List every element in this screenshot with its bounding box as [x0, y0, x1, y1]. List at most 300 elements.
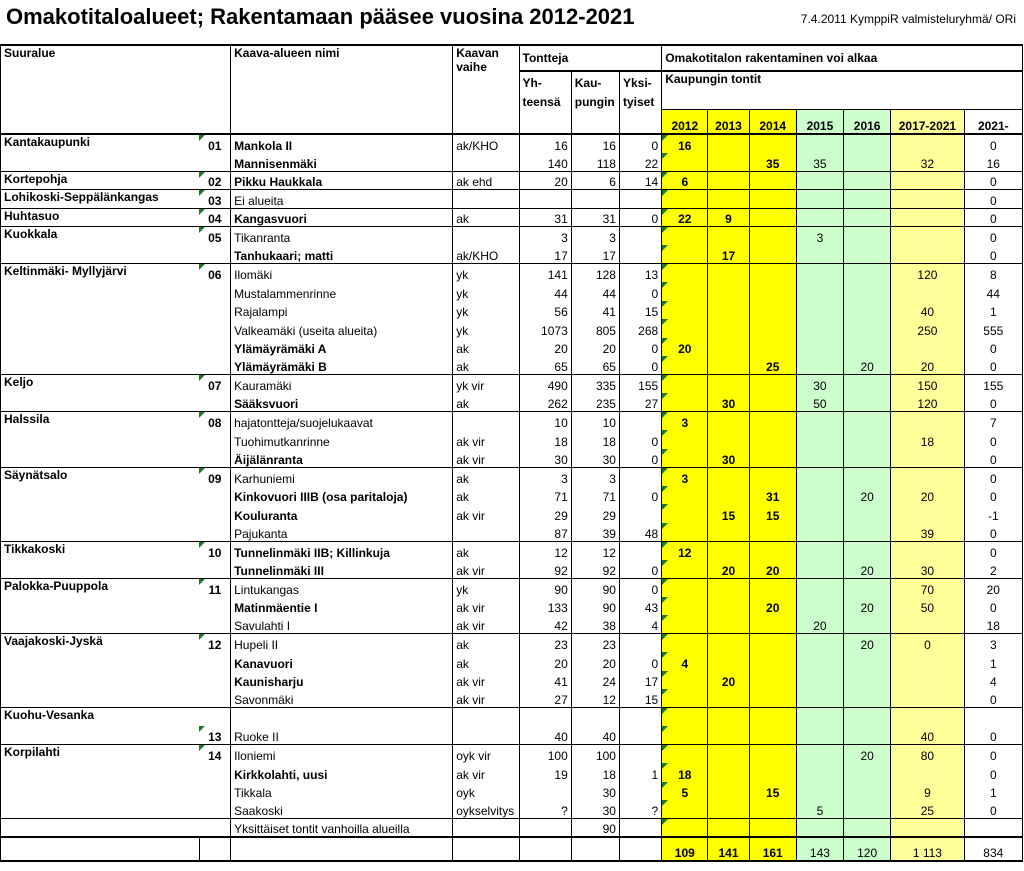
cell-year-2016 [844, 412, 891, 431]
cell-vaihe: ak [453, 467, 519, 486]
cell-vaihe: yk [453, 264, 519, 283]
table-row [1, 227, 1023, 246]
cell-year-2016 [844, 541, 891, 560]
cell-year-2017-2021 [891, 412, 964, 431]
cell-year-2017-2021: 9 [891, 782, 964, 801]
cell-year-2015 [796, 782, 843, 801]
cell-code [199, 449, 230, 468]
cell-year-2015 [796, 486, 843, 505]
cell-yht: 30 [519, 449, 571, 468]
cell-year-2014: 31 [749, 486, 796, 505]
total-2021-: 834 [964, 837, 1022, 861]
cell-yks: 13 [619, 264, 661, 283]
cell-name: Sääksvuori [231, 393, 453, 412]
cell-code: 11 [199, 578, 230, 597]
cell-year-2021-: 3 [964, 634, 1022, 653]
cell-kaup: 235 [571, 393, 619, 412]
cell-year-2014 [749, 227, 796, 246]
cell-year-2013 [708, 467, 749, 486]
cell-yht: 65 [519, 356, 571, 375]
cell-year-2012 [662, 227, 708, 246]
cell-code [199, 319, 230, 338]
cell-area: Lohikoski-Seppälänkangas [1, 190, 200, 209]
cell-year-2017-2021: 70 [891, 578, 964, 597]
cell-yht: 490 [519, 375, 571, 394]
cell-vaihe: ak vir [453, 597, 519, 616]
cell-year-2014 [749, 708, 796, 727]
cell-vaihe: ak [453, 652, 519, 671]
cell-year-2017-2021: 20 [891, 486, 964, 505]
cell-year-2013 [708, 800, 749, 819]
header-omak: Omakotitalon rakentaminen voi alkaa [662, 45, 1023, 71]
cell-year-2012 [662, 504, 708, 523]
cell-area: Palokka-Puuppola [1, 578, 200, 597]
cell-year-2017-2021 [891, 227, 964, 246]
cell-year-2017-2021: 40 [891, 726, 964, 745]
cell-year-2015: 5 [796, 800, 843, 819]
cell-kaup: 44 [571, 282, 619, 301]
cell-vaihe: ak/KHO [453, 134, 519, 153]
cell-year-2016 [844, 819, 891, 838]
cell-year-2014 [749, 819, 796, 838]
cell-year-2013: 15 [708, 504, 749, 523]
cell-year-2021-: 0 [964, 356, 1022, 375]
cell-yks [619, 541, 661, 560]
cell-year-2015 [796, 282, 843, 301]
cell-year-2021-: 0 [964, 245, 1022, 264]
cell-year-2021-: 0 [964, 393, 1022, 412]
cell-year-2017-2021 [891, 689, 964, 708]
cell-yht: 20 [519, 171, 571, 190]
cell-year-2013 [708, 412, 749, 431]
cell-year-2013 [708, 541, 749, 560]
cell-area [1, 782, 200, 801]
cell-year-2014 [749, 319, 796, 338]
cell-year-2013: 17 [708, 245, 749, 264]
cell-year-2017-2021: 25 [891, 800, 964, 819]
cell-year-2012 [662, 523, 708, 542]
cell-year-2013 [708, 430, 749, 449]
cell-yks: 1 [619, 763, 661, 782]
cell-year-2012 [662, 578, 708, 597]
cell-year-2014 [749, 800, 796, 819]
cell-code [199, 560, 230, 579]
cell-year-2021-: 7 [964, 412, 1022, 431]
cell-year-2013 [708, 319, 749, 338]
cell-year-2015: 50 [796, 393, 843, 412]
cell-code: 02 [199, 171, 230, 190]
cell-vaihe [453, 227, 519, 246]
cell-yks [619, 726, 661, 745]
cell-year-2015: 30 [796, 375, 843, 394]
cell-yks: 0 [619, 208, 661, 227]
cell-year-2013 [708, 301, 749, 320]
header-tontteja: Tontteja [519, 45, 662, 71]
cell-year-2012 [662, 560, 708, 579]
cell-yks: 14 [619, 171, 661, 190]
cell-year-2012 [662, 356, 708, 375]
table-row [1, 634, 1023, 653]
cell-area [1, 245, 200, 264]
cell-year-2015 [796, 819, 843, 838]
cell-code [199, 615, 230, 634]
cell-code [199, 708, 230, 727]
cell-year-2012: 12 [662, 541, 708, 560]
cell-vaihe: yk [453, 301, 519, 320]
cell-year-2012: 3 [662, 412, 708, 431]
table-row [1, 504, 1023, 523]
cell-year-2017-2021: 18 [891, 430, 964, 449]
cell-kaup [571, 190, 619, 209]
cell-yks: 4 [619, 615, 661, 634]
cell-vaihe: oyk vir [453, 745, 519, 764]
cell-year-2021-: 155 [964, 375, 1022, 394]
header-yht: Yh-teensä [519, 71, 571, 134]
cell-year-2014: 15 [749, 504, 796, 523]
cell-year-2017-2021 [891, 338, 964, 357]
cell-name: Tuohimutkanrinne [231, 430, 453, 449]
cell-year-2021-: 1 [964, 652, 1022, 671]
cell-kaup: 24 [571, 671, 619, 690]
cell-year-2014 [749, 449, 796, 468]
plot-table [0, 44, 1023, 862]
cell-code: 10 [199, 541, 230, 560]
cell-year-2012 [662, 689, 708, 708]
cell-yht: 90 [519, 578, 571, 597]
cell-area [1, 763, 200, 782]
cell-yht: 20 [519, 338, 571, 357]
cell-vaihe [453, 523, 519, 542]
cell-year-2017-2021: 150 [891, 375, 964, 394]
cell-code: 05 [199, 227, 230, 246]
cell-yht [519, 819, 571, 838]
cell-year-2016 [844, 319, 891, 338]
cell-name: Kirkkolahti, uusi [231, 763, 453, 782]
table-row [1, 375, 1023, 394]
cell-vaihe: yk [453, 282, 519, 301]
cell-code [199, 356, 230, 375]
table-row [1, 763, 1023, 782]
cell-yks: 17 [619, 671, 661, 690]
cell-name: Pikku Haukkala [231, 171, 453, 190]
cell-yht: 100 [519, 745, 571, 764]
cell-yks [619, 227, 661, 246]
cell-year-2016 [844, 578, 891, 597]
cell-name: Kauramäki [231, 375, 453, 394]
cell-area [1, 615, 200, 634]
cell-name: Äijälänranta [231, 449, 453, 468]
cell-year-2012 [662, 190, 708, 209]
cell-yks: 0 [619, 282, 661, 301]
cell-year-2014 [749, 264, 796, 283]
cell-yht: 31 [519, 208, 571, 227]
cell-year-2013: 9 [708, 208, 749, 227]
cell-name: Kangasvuori [231, 208, 453, 227]
cell-year-2017-2021 [891, 208, 964, 227]
cell-kaup [571, 708, 619, 727]
cell-year-2013 [708, 763, 749, 782]
cell-year-2021-: 0 [964, 800, 1022, 819]
cell-vaihe: ak vir [453, 615, 519, 634]
cell-kaup: 128 [571, 264, 619, 283]
cell-year-2021- [964, 819, 1022, 838]
cell-year-2021-: 0 [964, 430, 1022, 449]
cell-year-2015 [796, 745, 843, 764]
cell-vaihe: yk vir [453, 375, 519, 394]
cell-yks: 0 [619, 356, 661, 375]
cell-kaup: 3 [571, 227, 619, 246]
cell-name: Mustalammenrinne [231, 282, 453, 301]
cell-name [231, 708, 453, 727]
cell-code [199, 282, 230, 301]
cell-year-2016 [844, 689, 891, 708]
cell-year-2016 [844, 375, 891, 394]
cell-year-2014: 20 [749, 597, 796, 616]
header-year-1: 2013 [708, 109, 749, 134]
cell-kaup: 805 [571, 319, 619, 338]
cell-year-2016 [844, 615, 891, 634]
cell-year-2013 [708, 689, 749, 708]
cell-year-2015 [796, 671, 843, 690]
cell-yks: 43 [619, 597, 661, 616]
table-row [1, 245, 1023, 264]
cell-year-2021-: 0 [964, 134, 1022, 153]
cell-name: Tikanranta [231, 227, 453, 246]
cell-area: Huhtasuo [1, 208, 200, 227]
cell-year-2014: 15 [749, 782, 796, 801]
cell-yht: ? [519, 800, 571, 819]
cell-year-2015 [796, 763, 843, 782]
cell-year-2012 [662, 449, 708, 468]
cell-year-2014 [749, 208, 796, 227]
cell-kaup: 39 [571, 523, 619, 542]
cell-kaup: 90 [571, 578, 619, 597]
cell-kaup: 65 [571, 356, 619, 375]
cell-year-2016 [844, 264, 891, 283]
cell-yks: 0 [619, 486, 661, 505]
total-2016: 120 [844, 837, 891, 861]
cell-year-2014 [749, 171, 796, 190]
cell-year-2012 [662, 301, 708, 320]
cell-year-2021- [964, 708, 1022, 727]
cell-kaup: 16 [571, 134, 619, 153]
cell-year-2017-2021 [891, 467, 964, 486]
cell-name: Kouluranta [231, 504, 453, 523]
cell-name: Hupeli II [231, 634, 453, 653]
cell-kaup: 40 [571, 726, 619, 745]
cell-vaihe: ak ehd [453, 171, 519, 190]
cell-year-2016: 20 [844, 356, 891, 375]
cell-yht: 23 [519, 634, 571, 653]
cell-year-2012 [662, 264, 708, 283]
cell-year-2021-: 8 [964, 264, 1022, 283]
cell-year-2015 [796, 726, 843, 745]
cell-year-2016 [844, 171, 891, 190]
cell-vaihe: ak [453, 486, 519, 505]
cell-code: 01 [199, 134, 230, 153]
cell-name: Ilomäki [231, 264, 453, 283]
cell-year-2017-2021 [891, 708, 964, 727]
cell-name: Lintukangas [231, 578, 453, 597]
cell-year-2021-: 2 [964, 560, 1022, 579]
cell-code: 03 [199, 190, 230, 209]
table-row [1, 689, 1023, 708]
cell-area [1, 282, 200, 301]
cell-year-2016 [844, 504, 891, 523]
cell-area: Kortepohja [1, 171, 200, 190]
cell-name: Kaunisharju [231, 671, 453, 690]
cell-yks [619, 245, 661, 264]
cell-kaup: 17 [571, 245, 619, 264]
total-2014: 161 [749, 837, 796, 861]
cell-year-2015 [796, 264, 843, 283]
table-row [1, 319, 1023, 338]
cell-name: Kinkovuori IIIB (osa paritaloja) [231, 486, 453, 505]
cell-area [1, 652, 200, 671]
cell-code: 08 [199, 412, 230, 431]
cell-name: Karhuniemi [231, 467, 453, 486]
cell-area [1, 430, 200, 449]
cell-yks: 0 [619, 449, 661, 468]
cell-year-2017-2021 [891, 134, 964, 153]
cell-yht: 12 [519, 541, 571, 560]
cell-area [1, 597, 200, 616]
cell-year-2016 [844, 430, 891, 449]
cell-name: Pajukanta [231, 523, 453, 542]
cell-year-2017-2021: 250 [891, 319, 964, 338]
cell-year-2016 [844, 301, 891, 320]
header-kaup: Kau-pungin [571, 71, 619, 134]
cell-year-2014 [749, 615, 796, 634]
cell-code [199, 597, 230, 616]
cell-area [1, 560, 200, 579]
cell-yks [619, 190, 661, 209]
cell-code [199, 153, 230, 172]
table-row [1, 597, 1023, 616]
cell-year-2015 [796, 578, 843, 597]
cell-code [199, 800, 230, 819]
table-row [1, 338, 1023, 357]
table-row [1, 153, 1023, 172]
cell-yht [519, 708, 571, 727]
cell-year-2021-: 16 [964, 153, 1022, 172]
table-row [1, 541, 1023, 560]
cell-kaup: 90 [571, 819, 619, 838]
cell-yht: 3 [519, 227, 571, 246]
header-yks: Yksi-tyiset [619, 71, 661, 134]
cell-area [1, 671, 200, 690]
cell-kaup: 92 [571, 560, 619, 579]
cell-year-2021-: 0 [964, 208, 1022, 227]
cell-yks: 155 [619, 375, 661, 394]
table-row [1, 208, 1023, 227]
cell-year-2021-: 555 [964, 319, 1022, 338]
cell-year-2013 [708, 375, 749, 394]
cell-yks [619, 634, 661, 653]
cell-area: Halssila [1, 412, 200, 431]
cell-yks: 0 [619, 578, 661, 597]
cell-year-2013 [708, 486, 749, 505]
cell-year-2016 [844, 800, 891, 819]
cell-year-2012 [662, 153, 708, 172]
cell-vaihe: ak [453, 356, 519, 375]
cell-year-2013 [708, 523, 749, 542]
cell-yht: 16 [519, 134, 571, 153]
cell-year-2014 [749, 726, 796, 745]
cell-code [199, 652, 230, 671]
cell-name: Tikkala [231, 782, 453, 801]
cell-year-2021-: 0 [964, 523, 1022, 542]
cell-year-2014 [749, 763, 796, 782]
cell-kaup: 30 [571, 800, 619, 819]
cell-year-2012: 22 [662, 208, 708, 227]
date-stamp: 7.4.2011 KymppiR valmisteluryhmä/ ORi [800, 12, 1016, 26]
header-year-0: 2012 [662, 109, 708, 134]
table-row [1, 800, 1023, 819]
cell-vaihe: ak [453, 541, 519, 560]
cell-yks [619, 504, 661, 523]
table-row [1, 467, 1023, 486]
cell-year-2014 [749, 689, 796, 708]
cell-year-2013 [708, 652, 749, 671]
cell-year-2016: 20 [844, 560, 891, 579]
cell-name: hajatontteja/suojelukaavat [231, 412, 453, 431]
table-row [1, 430, 1023, 449]
cell-year-2016: 20 [844, 634, 891, 653]
cell-year-2016 [844, 153, 891, 172]
cell-year-2013: 30 [708, 393, 749, 412]
cell-vaihe [453, 190, 519, 209]
cell-year-2016 [844, 449, 891, 468]
cell-year-2016 [844, 523, 891, 542]
cell-year-2015 [796, 430, 843, 449]
cell-vaihe: ak [453, 338, 519, 357]
cell-yks [619, 782, 661, 801]
cell-year-2021-: 0 [964, 171, 1022, 190]
table-row [1, 449, 1023, 468]
table-row [1, 486, 1023, 505]
cell-year-2017-2021: 39 [891, 523, 964, 542]
cell-year-2021-: -1 [964, 504, 1022, 523]
cell-year-2016 [844, 134, 891, 153]
cell-kaup: 38 [571, 615, 619, 634]
cell-year-2013 [708, 782, 749, 801]
cell-year-2015 [796, 171, 843, 190]
cell-area [1, 689, 200, 708]
cell-year-2014: 25 [749, 356, 796, 375]
cell-year-2017-2021 [891, 449, 964, 468]
cell-year-2015 [796, 301, 843, 320]
cell-year-2016 [844, 393, 891, 412]
cell-year-2017-2021: 20 [891, 356, 964, 375]
cell-yht: 71 [519, 486, 571, 505]
cell-area [1, 726, 200, 745]
cell-yks [619, 819, 661, 838]
cell-year-2012: 3 [662, 467, 708, 486]
cell-yks [619, 412, 661, 431]
cell-area [1, 356, 200, 375]
cell-yks: ? [619, 800, 661, 819]
cell-name: Ei alueita [231, 190, 453, 209]
cell-year-2015 [796, 597, 843, 616]
table-row [1, 652, 1023, 671]
cell-kaup: 41 [571, 301, 619, 320]
cell-kaup: 20 [571, 338, 619, 357]
table-row [1, 671, 1023, 690]
cell-year-2017-2021: 30 [891, 560, 964, 579]
cell-vaihe: ak/KHO [453, 245, 519, 264]
cell-yks: 268 [619, 319, 661, 338]
